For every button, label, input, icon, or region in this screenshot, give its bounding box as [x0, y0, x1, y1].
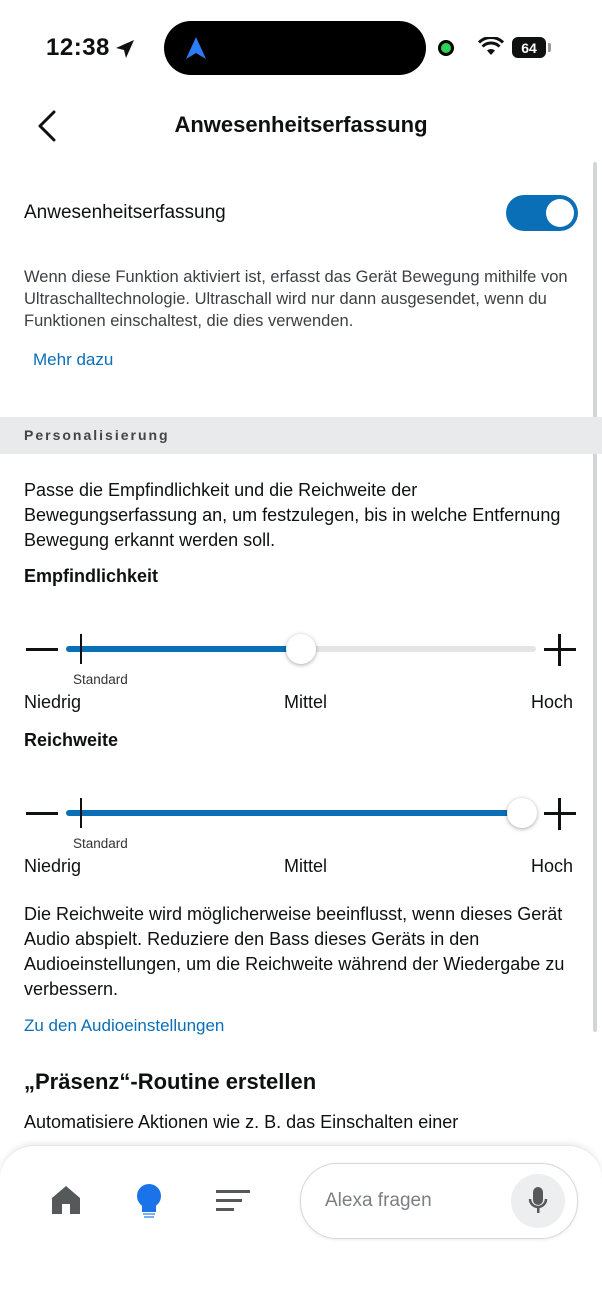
battery-nub — [548, 43, 551, 52]
range-handle[interactable] — [507, 798, 537, 828]
presence-toggle[interactable] — [506, 195, 578, 231]
range-low-label: Niedrig — [24, 856, 82, 876]
sensitivity-standard-marker — [80, 634, 82, 664]
sensitivity-high-label: Hoch — [531, 692, 574, 712]
scrollbar[interactable] — [593, 162, 597, 1032]
range-slider — [0, 786, 602, 876]
section-header — [0, 417, 602, 454]
page-title: Anwesenheitserfassung — [174, 112, 428, 137]
alexa-search-placeholder: Alexa fragen — [325, 1190, 432, 1211]
sensitivity-low-label: Niedrig — [24, 692, 82, 712]
alexa-search-input[interactable] — [300, 1163, 578, 1239]
sensitivity-standard-label: Standard — [73, 672, 128, 687]
sensitivity-label: Empfindlichkeit — [24, 566, 159, 586]
more-info-link[interactable]: Mehr dazu — [33, 350, 114, 369]
bottom-nav-bar — [0, 1145, 602, 1309]
sensitivity-increase-icon[interactable] — [544, 634, 576, 666]
sensitivity-track[interactable] — [66, 646, 536, 652]
range-label: Reichweite — [24, 730, 119, 750]
range-decrease-icon[interactable] — [26, 812, 58, 815]
sensitivity-fill — [66, 646, 301, 652]
navigation-arrow-icon — [184, 35, 208, 61]
dynamic-island — [164, 21, 426, 75]
sensitivity-decrease-icon[interactable] — [26, 648, 58, 651]
microphone-button[interactable] — [511, 1174, 565, 1228]
battery-indicator: 64 — [512, 37, 546, 58]
status-bar — [0, 0, 602, 96]
range-standard-label: Standard — [73, 836, 128, 851]
range-increase-icon[interactable] — [544, 798, 576, 830]
section-header-label: Personalisierung — [24, 427, 170, 443]
range-track[interactable] — [66, 810, 536, 816]
camera-indicator-icon — [438, 40, 454, 56]
sensitivity-slider — [0, 622, 602, 712]
toggle-knob — [546, 199, 574, 227]
presence-toggle-label: Anwesenheitserfassung — [24, 202, 226, 223]
status-time: 12:38 — [46, 34, 110, 61]
range-note: Die Reichweite wird möglicherweise beeinflusst, wenn dieses Gerät Audio abspielt. Reduziere den Bass dieses Geräts in den Audioeinstellungen, um die Reichweite während der Wiedergabe zu verbessern. — [24, 904, 565, 999]
routine-heading: „Präsenz“-Routine erstellen — [24, 1069, 317, 1094]
range-standard-marker — [80, 798, 82, 828]
range-high-label: Hoch — [531, 856, 574, 876]
sensitivity-mid-label: Mittel — [284, 692, 328, 712]
wifi-icon — [478, 37, 504, 57]
location-arrow-icon — [114, 38, 136, 60]
feature-description: Wenn diese Funktion aktiviert ist, erfasst das Gerät Bewegung mithilfe von Ultraschalltechnologie. Ultraschall wird nur dann ausgesendet, wenn du Funktionen einschaltest, die dies verwenden. — [24, 268, 568, 330]
range-fill — [66, 810, 522, 816]
home-icon[interactable] — [48, 1182, 84, 1218]
audio-settings-link[interactable]: Zu den Audioeinstellungen — [24, 1016, 225, 1035]
personalization-intro: Passe die Empfindlichkeit und die Reichweite der Bewegungserfassung an, um festzulegen, bis in welche Entfernung Bewegung erkannt werden soll. — [24, 480, 561, 550]
more-menu-icon[interactable] — [216, 1188, 250, 1214]
sensitivity-handle[interactable] — [286, 634, 316, 664]
routine-text: Automatisiere Aktionen wie z. B. das Einschalten einer — [24, 1112, 459, 1132]
microphone-icon — [528, 1186, 548, 1216]
range-mid-label: Mittel — [284, 856, 328, 876]
devices-bulb-icon[interactable] — [133, 1182, 165, 1220]
